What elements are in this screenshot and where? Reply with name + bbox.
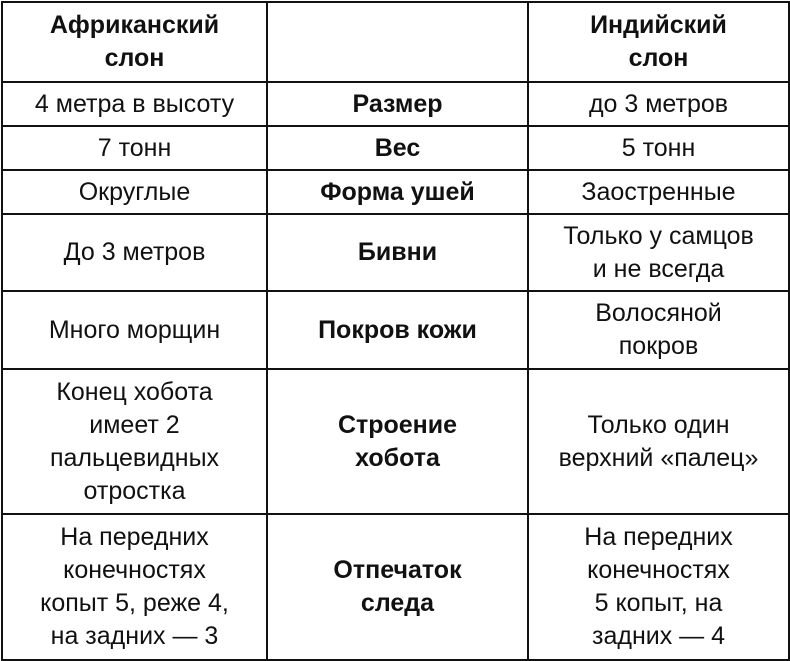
- table-row: [2, 291, 789, 369]
- feature-label: Строение хобота: [267, 369, 528, 514]
- african-value: Много морщин: [2, 291, 267, 369]
- comparison-table: [1, 1, 790, 661]
- header-feature-empty: [267, 2, 528, 82]
- table-row: [2, 369, 789, 514]
- feature-label: Покров кожи: [267, 291, 528, 369]
- table-row: [2, 514, 789, 660]
- indian-value: Только один верхний «палец»: [528, 369, 789, 514]
- feature-label: Отпечаток следа: [267, 514, 528, 660]
- table-row: [2, 214, 789, 291]
- indian-value: На передних конечностях 5 копыт, на задних — 4: [528, 514, 789, 660]
- header-row: [2, 2, 789, 82]
- feature-label: Размер: [267, 82, 528, 126]
- feature-label: Бивни: [267, 214, 528, 291]
- indian-value: 5 тонн: [528, 126, 789, 170]
- table-row: [2, 82, 789, 126]
- indian-value: Волосяной покров: [528, 291, 789, 369]
- feature-label: Форма ушей: [267, 170, 528, 214]
- header-african-elephant: Африканский слон: [2, 2, 267, 82]
- table-row: [2, 126, 789, 170]
- african-value: До 3 метров: [2, 214, 267, 291]
- indian-value: Только у самцов и не всегда: [528, 214, 789, 291]
- feature-label: Вес: [267, 126, 528, 170]
- table-row: [2, 170, 789, 214]
- african-value: 7 тонн: [2, 126, 267, 170]
- indian-value: Заостренные: [528, 170, 789, 214]
- indian-value: до 3 метров: [528, 82, 789, 126]
- african-value: Округлые: [2, 170, 267, 214]
- african-value: Конец хобота имеет 2 пальцевидных отростка: [2, 369, 267, 514]
- african-value: На передних конечностях копыт 5, реже 4, на задних — 3: [2, 514, 267, 660]
- african-value: 4 метра в высоту: [2, 82, 267, 126]
- header-indian-elephant: Индийский слон: [528, 2, 789, 82]
